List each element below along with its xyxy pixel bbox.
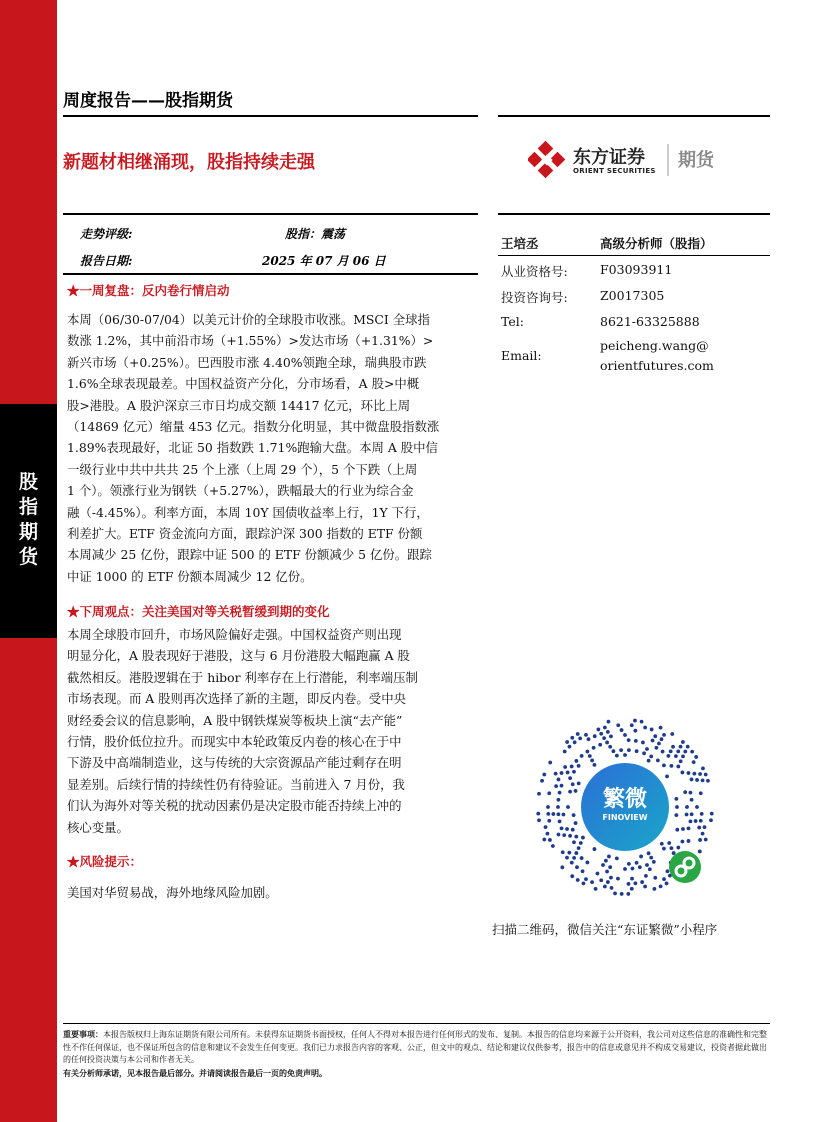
qr-dot — [652, 860, 656, 864]
date-label: 报告日期: — [80, 254, 133, 268]
report-type-title: 周度报告——股指期货 — [63, 91, 233, 111]
logo-cn-name: 东方证券 — [573, 147, 645, 168]
qr-dot — [681, 840, 685, 844]
text-line: 数涨 1.2%，其中前沿市场（+1.55%）>发达市场（+1.31%）> — [67, 333, 434, 349]
qr-dot — [651, 739, 655, 743]
qr-dot — [627, 738, 631, 742]
qr-dot — [647, 851, 651, 855]
qr-dot — [670, 846, 674, 850]
text-line: 本周（06/30-07/04）以美元计价的全球股市收涨。MSCI 全球指 — [67, 312, 430, 327]
qr-dot — [665, 882, 669, 886]
qr-dot — [576, 878, 580, 882]
qr-dot — [576, 732, 580, 736]
qr-dot — [605, 741, 609, 745]
qr-dot — [571, 828, 575, 832]
qr-dot — [704, 838, 708, 842]
qr-dot — [560, 771, 564, 775]
qr-dot — [599, 732, 603, 736]
qr-dot — [645, 747, 649, 751]
qr-dot — [639, 855, 643, 859]
qr-dot — [697, 826, 701, 830]
text-line: 显差别。后续行情的持续性仍有待验证。当前进入 7 月份，我 — [67, 776, 405, 792]
qr-dot — [660, 737, 664, 741]
qr-dot — [586, 861, 590, 865]
qr-dot — [573, 740, 577, 744]
qr-dot — [627, 748, 631, 752]
qr-dot — [575, 865, 579, 869]
qr-dot — [548, 761, 552, 765]
qr-dot — [692, 772, 696, 776]
vertical-char: 股 — [18, 471, 38, 493]
text-line: 新兴市场（+0.25%）。巴西股市涨 4.40%领跑全球，瑞典股市跌 — [67, 354, 427, 370]
qr-dot — [582, 882, 586, 886]
report-date: 2025 年 07 月 06 日 — [262, 254, 386, 268]
qr-dot — [631, 867, 635, 871]
qr-dot — [692, 760, 696, 764]
qr-dot — [544, 825, 548, 829]
header-rule-left — [63, 115, 478, 117]
qr-dot — [542, 773, 546, 777]
qr-dot — [701, 766, 705, 770]
qr-dot — [640, 720, 644, 724]
qr-dot — [602, 736, 606, 740]
qr-dot — [606, 730, 610, 734]
qr-dot — [635, 749, 639, 753]
text-line: 本周全球股市回升，市场风险偏好走强。中国权益资产则出现 — [67, 627, 402, 642]
qr-dot — [560, 865, 564, 869]
qr-dot — [669, 749, 673, 753]
qr-dot — [578, 736, 582, 740]
qr-dot — [653, 887, 657, 891]
qr-dot — [681, 771, 685, 775]
qr-dot — [690, 778, 694, 782]
qr-dot — [627, 882, 631, 886]
text-line: 股>港股。A 股沪深京三市日均成交额 14417 亿元，环比上周 — [67, 397, 411, 413]
analyst-commitment-note: 有关分析师承诺，见本报告最后部分。并请阅读报告最后一页的免责声明。 — [63, 1068, 327, 1078]
analyst-rule-mid — [498, 255, 770, 256]
text-line: 明显分化，A 股表现好于港股，这与 6 月份港股大幅跑赢 A 股 — [67, 648, 410, 664]
qr-caption: 扫描二维码，微信关注“东证繁微”小程序 — [492, 922, 718, 937]
section-body-outlook — [67, 624, 475, 838]
qualification-number: F03093911 — [600, 262, 673, 277]
qr-dot — [586, 750, 590, 754]
qr-dot — [634, 739, 638, 743]
qr-dot — [615, 856, 619, 860]
company-logo — [528, 140, 768, 180]
mini-program-qr-code[interactable] — [530, 712, 720, 902]
qr-dot — [676, 749, 680, 753]
qr-dot — [704, 773, 708, 777]
vertical-char: 指 — [18, 496, 38, 518]
text-line: （14869 亿元）缩量 453 亿元。指数分化明显，其中微盘股指数涨 — [67, 419, 440, 435]
qr-dot — [662, 763, 666, 767]
qr-dot — [610, 886, 614, 890]
qr-dot — [590, 759, 594, 763]
qr-dot — [570, 861, 574, 865]
qr-dot — [644, 874, 648, 878]
qr-dot — [698, 838, 702, 842]
qr-dot — [670, 732, 674, 736]
qr-dot — [659, 884, 663, 888]
analyst-title: 高级分析师（股指） — [600, 236, 713, 251]
qr-dot — [654, 746, 658, 750]
qr-dot — [574, 851, 578, 855]
text-line: 1 个）。领涨行业为钢铁（+5.27%），跌幅最大的行业为综合金 — [67, 483, 414, 499]
qr-dot — [565, 827, 569, 831]
qr-dot — [604, 859, 608, 863]
qr-dot — [676, 846, 680, 850]
qr-dot — [662, 733, 666, 737]
qr-dot — [648, 867, 652, 871]
qr-dot — [565, 740, 569, 744]
qr-dot — [681, 827, 685, 831]
qr-dot — [554, 772, 558, 776]
qr-dot — [635, 861, 639, 865]
qr-dot — [645, 863, 649, 867]
qr-dot — [694, 755, 698, 759]
qr-dot — [665, 775, 669, 779]
qr-dot — [596, 728, 600, 732]
qr-dot — [687, 771, 691, 775]
qr-dot — [679, 745, 683, 749]
qr-dot — [679, 759, 683, 763]
qr-dot — [647, 759, 651, 763]
disclaimer-text: 本报告版权归上海东证期货有限公司所有。未获得东证期货书面授权，任何人不得对本报告进行任何形式的发布、复制。本报告的信息均来源于公开资料，我公司对这些信息的准确性和完整性不作任何保证，也不保证所包含的信息和建议不会发生任何变更。我们已力求报告内容的客观、公正，但文中的观点、结论和建议仅供参考，报告中的信息或意见并不构成交易建议，投资者据此做出的任何投资决策与本公司和作者无关。 — [63, 1030, 767, 1064]
qr-dot — [670, 764, 674, 768]
qr-dot — [570, 736, 574, 740]
qr-dot — [572, 856, 576, 860]
qr-dot — [563, 765, 567, 769]
qr-dot — [609, 734, 613, 738]
qr-dot — [572, 840, 576, 844]
qr-dot — [568, 776, 572, 780]
qr-dot — [570, 874, 574, 878]
qr-dot — [608, 745, 612, 749]
text-line: 本周减少 25 亿份，跟踪中证 500 的 ETF 份额减少 5 亿份。跟踪 — [67, 547, 432, 563]
qr-dot — [643, 885, 647, 889]
qr-dot — [594, 887, 598, 891]
qr-dot — [560, 826, 564, 830]
qualification-label: 从业资格号: — [501, 264, 568, 279]
qr-dot — [593, 763, 597, 767]
qr-dot — [548, 838, 552, 842]
qr-dot — [633, 719, 637, 723]
qr-dot — [563, 750, 567, 754]
analyst-rule-top — [498, 213, 770, 215]
qr-dot — [577, 764, 581, 768]
disclaimer — [63, 1028, 773, 1067]
qr-dot — [587, 737, 591, 741]
disclaimer-label: 重要事项： — [63, 1029, 103, 1039]
qr-dot — [681, 740, 685, 744]
logo-suffix: 期货 — [678, 150, 714, 171]
qr-dot — [577, 846, 581, 850]
qr-dot — [626, 892, 630, 896]
qr-dot — [579, 841, 583, 845]
section-body-risk — [67, 882, 475, 903]
text-line: 下游及中高端制造业，这与传统的大宗资源品产能过剩存在明 — [67, 755, 402, 771]
text-line: 1.6%全球表现最差。中国权益资产分化，分市场看，A 股>中概 — [67, 376, 420, 392]
qr-center-cn: 繁微 — [602, 787, 647, 812]
email-line-1[interactable]: peicheng.wang@ — [600, 338, 709, 353]
qr-dot — [627, 862, 631, 866]
qr-dot — [642, 751, 646, 755]
text-line: 美国对华贸易战，海外地缘风险加剧。 — [67, 885, 278, 900]
qr-dot — [643, 726, 647, 730]
qr-dot — [698, 772, 702, 776]
qr-dot — [683, 750, 687, 754]
qr-center-en: FINOVIEW — [602, 813, 648, 822]
qr-dot — [674, 754, 678, 758]
text-line: 一级行业中共中共共 25 个上涨（上周 29 个），5 个下跌（上周 — [67, 461, 418, 477]
vertical-char: 货 — [18, 546, 38, 568]
qr-dot — [623, 867, 627, 871]
qr-dot — [562, 833, 566, 837]
qr-dot — [612, 749, 616, 753]
text-line: 财经委会议的信息影响，A 股中钢铁煤炭等板块上演“去产能” — [67, 712, 403, 728]
qr-dot — [557, 778, 561, 782]
qr-dot — [607, 855, 611, 859]
meta-rule-top — [63, 213, 478, 215]
qr-dot — [619, 748, 623, 752]
qr-dot — [568, 834, 572, 838]
qr-dot — [542, 838, 546, 842]
qr-dot — [561, 850, 565, 854]
qr-dot — [593, 734, 597, 738]
text-line: 行情，股价低位拉升。而现实中本轮政策反内卷的核心在于中 — [67, 734, 402, 750]
text-line: 融（-4.45%）。利率方面，本周 10Y 国债收益率上行，1Y 下行， — [67, 504, 429, 520]
qr-dot — [588, 754, 592, 758]
qr-dot — [641, 741, 645, 745]
qr-dot — [584, 733, 588, 737]
qr-dot — [656, 759, 660, 763]
qr-dot — [608, 865, 612, 869]
qr-dot — [649, 754, 653, 758]
qr-dot — [687, 839, 691, 843]
tel-label: Tel: — [501, 314, 524, 329]
vertical-char: 期 — [18, 521, 38, 543]
meta-rule-bottom — [63, 273, 478, 275]
qr-dot — [609, 876, 613, 880]
qr-dot — [603, 726, 607, 730]
consulting-number: Z0017305 — [600, 288, 665, 303]
qr-dot — [568, 745, 572, 749]
qr-dot — [653, 734, 657, 738]
qr-dot — [598, 743, 602, 747]
qr-dot — [649, 856, 653, 860]
section-heading-outlook: ★下周观点：关注美国对等关税暂缓到期的变化 — [67, 604, 330, 619]
qr-dot — [623, 733, 627, 737]
logo-en-name: ORIENT SECURITIES — [573, 167, 656, 175]
qr-dot — [574, 759, 578, 763]
section-body-weekly-review — [67, 309, 475, 587]
qr-dot — [650, 728, 654, 732]
qr-dot — [667, 841, 671, 845]
qr-dot — [616, 723, 620, 727]
sidebar-vertical-title — [0, 470, 57, 570]
qr-dot — [581, 869, 585, 873]
qr-dot — [687, 826, 691, 830]
report-headline: 新题材相继涌现，股指持续走强 — [63, 152, 315, 173]
qr-dot — [613, 892, 617, 896]
section-heading-weekly-review: ★一周复盘：反内卷行情启动 — [67, 283, 230, 298]
qr-dot — [580, 856, 584, 860]
qr-dot — [599, 878, 603, 882]
qr-dot — [615, 754, 619, 758]
qr-dot — [572, 770, 576, 774]
qr-dot — [675, 828, 679, 832]
qr-dot — [638, 865, 642, 869]
qr-dot — [661, 750, 665, 754]
qr-dot — [633, 881, 637, 885]
qr-dot — [623, 753, 627, 757]
qr-dot — [565, 856, 569, 860]
qr-dot — [662, 877, 666, 881]
qr-dot — [605, 870, 609, 874]
qr-dot — [620, 892, 624, 896]
text-line: 们认为海外对等关税的扰动因素仍是决定股市能否持续上冲的 — [67, 798, 402, 814]
rating-value: 股指：震荡 — [285, 227, 346, 241]
qr-dot — [592, 746, 596, 750]
qr-dot — [596, 872, 600, 876]
qr-dot — [570, 765, 574, 769]
qr-dot — [630, 723, 634, 727]
qr-dot — [546, 832, 550, 836]
qr-dot — [630, 887, 634, 891]
email-line-2[interactable]: orientfutures.com — [600, 358, 714, 373]
qr-dot — [633, 729, 637, 733]
qr-dot — [593, 847, 597, 851]
qr-dot — [657, 742, 661, 746]
header-rule-right — [498, 115, 770, 117]
qr-dot — [580, 754, 584, 758]
rating-label: 走势评级: — [80, 227, 133, 241]
qr-dot — [557, 833, 561, 837]
text-line: 1.89%表现最好，北证 50 指数跌 1.71%跑输大盘。本周 A 股中信 — [67, 440, 438, 456]
text-line: 截然相反。港股逻辑在于 hibor 利率存在上行潜能，利率端压制 — [67, 669, 418, 685]
qr-dot — [686, 745, 690, 749]
qr-dot — [676, 765, 680, 769]
qr-dot — [653, 876, 657, 880]
tel-number: 8621-63325888 — [600, 314, 700, 329]
qr-dot — [662, 847, 666, 851]
qr-dot — [671, 745, 675, 749]
qr-dot — [666, 869, 670, 873]
text-line: 市场表现。而 A 股则再次选择了新的主题，即反内卷。受中央 — [67, 691, 406, 707]
qr-dot — [551, 844, 555, 848]
qr-dot — [581, 836, 585, 840]
qr-dot — [703, 825, 707, 829]
qr-dot — [584, 877, 588, 881]
qr-dot — [666, 754, 670, 758]
qr-dot — [659, 726, 663, 730]
text-line: 中证 1000 的 ETF 份额本周减少 12 亿份。 — [67, 568, 313, 584]
qr-dot — [607, 720, 611, 724]
qr-dot — [630, 877, 634, 881]
analyst-name: 王培丞 — [501, 236, 539, 251]
qr-dot — [566, 771, 570, 775]
qr-dot — [603, 885, 607, 889]
qr-dot — [606, 880, 610, 884]
qr-dot — [672, 851, 676, 855]
qr-dot — [681, 754, 685, 758]
qr-dot — [567, 851, 571, 855]
qr-dot — [574, 835, 578, 839]
qr-dot — [690, 750, 694, 754]
consulting-label: 投资咨询号: — [501, 290, 568, 305]
qr-dot — [590, 880, 594, 884]
qr-dot — [616, 877, 620, 881]
text-line: 核心变量。 — [67, 819, 129, 835]
qr-dot — [620, 728, 624, 732]
footer-rule — [63, 1023, 770, 1024]
qr-dot — [601, 863, 605, 867]
qr-dot — [698, 850, 702, 854]
email-label: Email: — [501, 348, 542, 363]
qr-dot — [640, 880, 644, 884]
qr-dot — [660, 842, 664, 846]
section-heading-risk: ★风险提示： — [67, 854, 143, 869]
qr-dot — [701, 832, 705, 836]
text-line: 利差扩大。ETF 资金流向方面，跟踪沪深 300 指数的 ETF 份额 — [67, 526, 423, 542]
